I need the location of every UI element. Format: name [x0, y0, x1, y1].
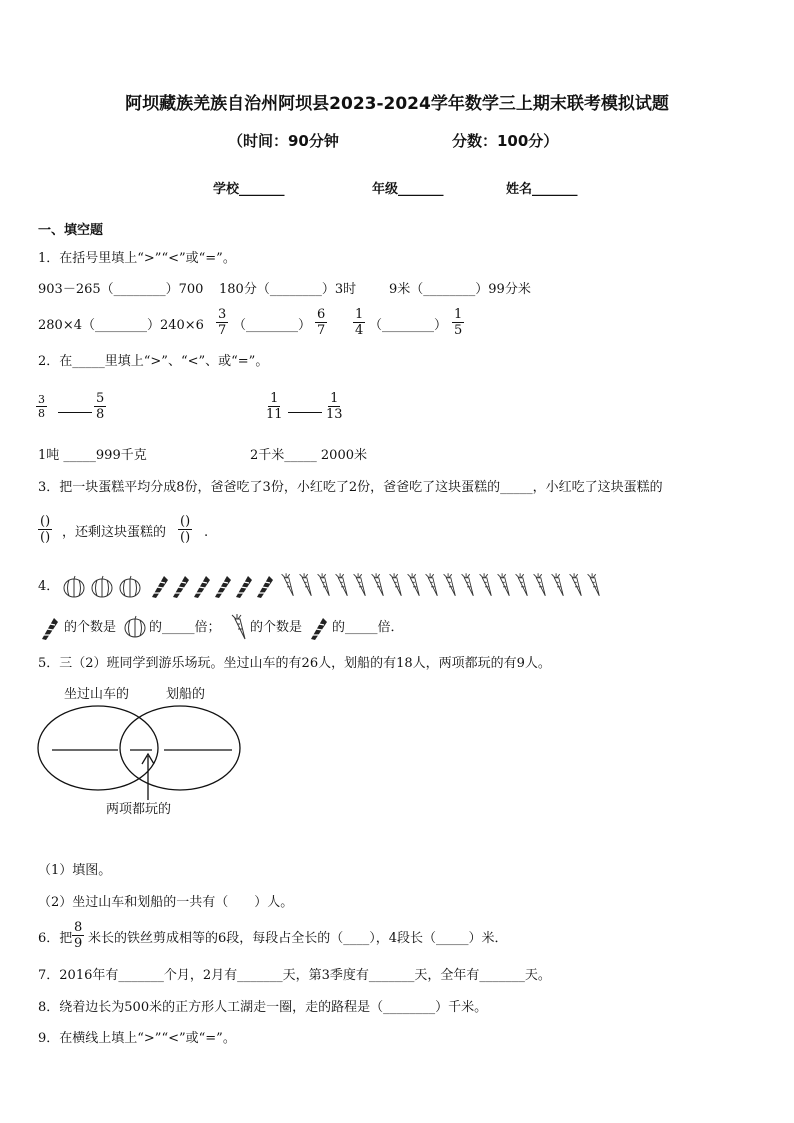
numerator: 3 [218, 307, 227, 322]
venn-circle-left [38, 706, 158, 790]
q6-post: 米长的铁丝剪成相等的6段，每段占全长的（____），4段长（_____）米． [88, 931, 508, 946]
carrot-icon [548, 571, 566, 599]
venn-label-right: 划船的 [166, 687, 206, 702]
denominator: 11 [266, 407, 283, 422]
q1-blank: （________） [233, 318, 312, 333]
carrot-icon [566, 571, 584, 599]
q1-stem: 1．在括号里填上“>”“<”或“=”。 [38, 251, 236, 266]
q3-fraction-blank [178, 514, 192, 545]
q4-text: 的个数是 [250, 620, 303, 635]
q3-mid-text: ，还剩这块蛋糕的 [62, 525, 167, 540]
q2-answer-line [288, 412, 322, 413]
q1-fraction [353, 307, 365, 338]
denominator: 4 [355, 323, 364, 338]
q2-item-km: 2千米_____ 2000米 [250, 448, 367, 463]
q2-stem: 2．在_____里填上“>”、“<”、或“=”。 [38, 354, 269, 369]
q2-item-ton: 1吨 _____999千克 [38, 448, 147, 463]
q3-stem: 3．把一块蛋糕平均分成8份，爸爸吃了3份，小红吃了2份，爸爸吃了这块蛋糕的_____，小红吃了这块蛋糕的 [38, 480, 663, 495]
carrot-icon [530, 571, 548, 599]
carrot-icon [476, 571, 494, 599]
corn-icon [148, 572, 170, 600]
carrot-icon [422, 571, 440, 599]
q4-number: 4． [38, 579, 60, 594]
denominator: 8 [96, 407, 105, 422]
corn-icon [169, 572, 191, 600]
q1-fraction [315, 307, 327, 338]
denominator: 13 [326, 407, 343, 422]
carrot-icon [440, 571, 458, 599]
numerator: () [40, 514, 51, 529]
carrot-icon [386, 571, 404, 599]
carrot-icon [278, 571, 296, 599]
numerator: 1 [355, 307, 364, 322]
q1-item-b: 180分（________）3时 [219, 282, 357, 297]
q9-text: 9．在横线上填上“>”“<”或“=”。 [38, 1031, 236, 1046]
q4-text: 的个数是 [64, 620, 117, 635]
name-field: 姓名_______ [506, 182, 578, 197]
numerator: 1 [454, 307, 463, 322]
denominator: () [40, 530, 51, 545]
carrot-icon [350, 571, 368, 599]
q2-answer-line [58, 412, 92, 413]
grade-field: 年级_______ [372, 182, 444, 197]
carrot-icon [494, 571, 512, 599]
denominator: 9 [74, 936, 83, 951]
venn-label-both: 两项都玩的 [106, 802, 172, 817]
corn-icon [307, 615, 329, 641]
carrot-icon [512, 571, 530, 599]
corn-icon [211, 572, 233, 600]
q5-sub2: （2）坐过山车和划船的一共有（ ）人。 [38, 895, 294, 910]
corn-icon [232, 572, 254, 600]
q4-text: 的_____倍． [332, 620, 404, 635]
numerator: () [180, 514, 191, 529]
q7-text: 7．2016年有_______个月，2月有_______天，第3季度有_______天，全年有_______天。 [38, 968, 551, 983]
carrot-icon [228, 613, 248, 641]
carrot-icon [458, 571, 476, 599]
denominator: 8 [38, 407, 45, 420]
q5-sub1: （1）填图。 [38, 863, 112, 878]
q2-fraction [94, 391, 106, 422]
corn-icon [190, 572, 212, 600]
pumpkin-icon [90, 575, 114, 599]
q2-fraction [264, 391, 285, 422]
q8-text: 8．绕着边长为500米的正方形人工湖走一圈，走的路程是（________）千米。 [38, 1000, 488, 1015]
carrot-icon [296, 571, 314, 599]
numerator: 3 [38, 393, 45, 406]
section-heading: 一、填空题 [38, 223, 104, 238]
denominator: 7 [317, 323, 326, 338]
venn-circle-right [120, 706, 240, 790]
q6-pre: 6．把 [38, 931, 73, 946]
numerator: 5 [96, 391, 105, 406]
venn-diagram [36, 704, 246, 804]
corn-icon [253, 572, 275, 600]
denominator: 5 [454, 323, 463, 338]
numerator: 1 [330, 391, 339, 406]
pumpkin-icon [118, 575, 142, 599]
carrot-icon [368, 571, 386, 599]
pumpkin-icon [62, 575, 86, 599]
time-label: （时间：90分钟 [228, 132, 339, 150]
denominator: () [180, 530, 191, 545]
q1-item-c: 9米（________）99分米 [389, 282, 531, 297]
carrot-icon [332, 571, 350, 599]
q3-fraction-blank [38, 514, 52, 545]
corn-icon [38, 615, 60, 641]
numerator: 8 [74, 920, 83, 935]
page-title: 阿坝藏族羌族自治州阿坝县2023-2024学年数学三上期末联考模拟试题 [125, 94, 669, 114]
score-label: 分数：100分） [452, 132, 559, 150]
denominator: 7 [218, 323, 227, 338]
q5-stem: 5．三（2）班同学到游乐场玩。坐过山车的有26人，划船的有18人，两项都玩的有9人。 [38, 656, 551, 671]
carrot-icon [584, 571, 602, 599]
numerator: 1 [270, 391, 279, 406]
carrot-icon [314, 571, 332, 599]
q1-fraction [452, 307, 464, 338]
q1-item-d: 280×4（________）240×6 [38, 318, 204, 333]
carrot-icon [404, 571, 422, 599]
venn-label-left: 坐过山车的 [64, 687, 130, 702]
q6-fraction [72, 920, 84, 951]
q2-fraction [324, 391, 345, 422]
q1-fraction [216, 307, 228, 338]
q1-blank: （________） [369, 318, 448, 333]
q2-fraction [36, 393, 47, 420]
school-field: 学校_______ [213, 182, 285, 197]
q1-item-a: 903－265（________）700 [38, 282, 204, 297]
q3-end: . [204, 525, 209, 540]
q4-text: 的_____倍； [149, 620, 221, 635]
pumpkin-icon [123, 615, 147, 639]
numerator: 6 [317, 307, 326, 322]
